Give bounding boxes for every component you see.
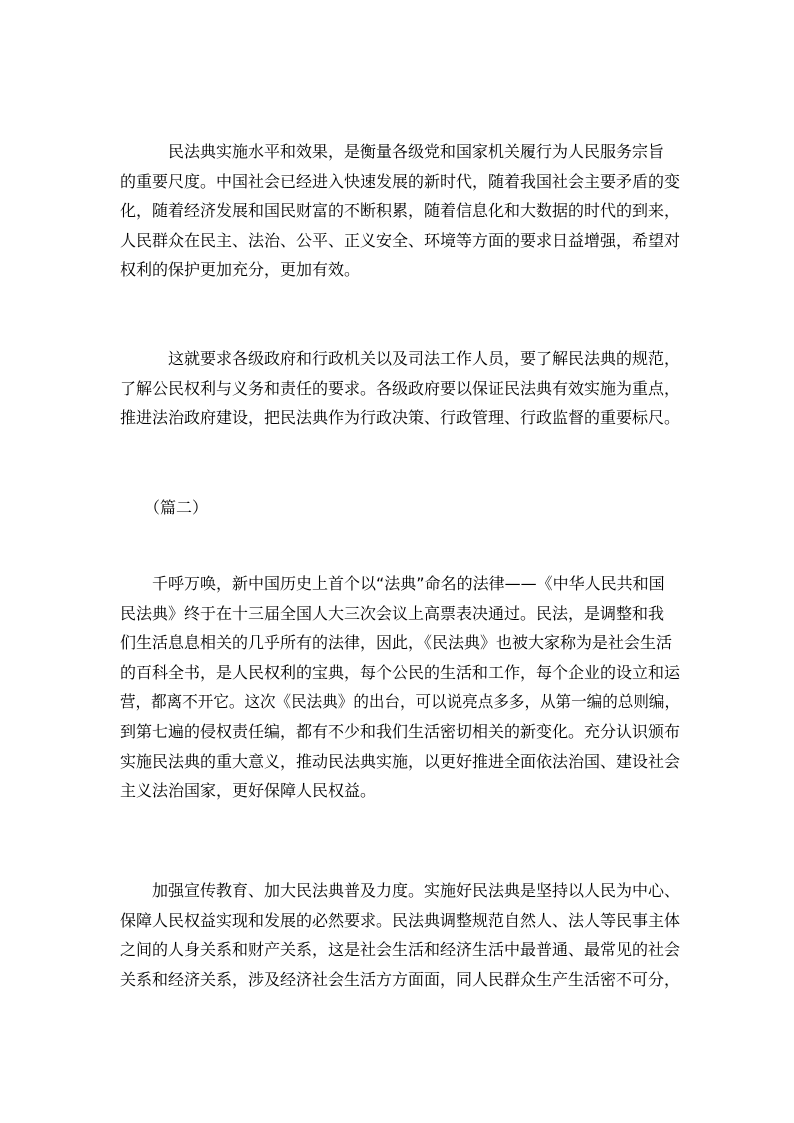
text-line: 推进法治政府建设，把民法典作为行政决策、行政管理、行政监督的重要标尺。 <box>120 408 681 428</box>
text-line: 们生活息息相关的几乎所有的法律，因此，《民法典》也被大家称为是社会生活 <box>120 633 673 653</box>
text-line: 的重要尺度。中国社会已经进入快速发展的新时代，随着我国社会主要矛盾的变 <box>120 171 681 191</box>
section-heading: （篇二） <box>120 498 209 517</box>
text-line: 之间的人身关系和财产关系，这是社会生活和经济生活中最普通、最常见的社会 <box>120 940 681 960</box>
paragraph-civil-code-implementation <box>120 137 680 285</box>
text-line: 千呼万唤，新中国历史上首个以“法典”命名的法律——《中华人民共和国 <box>120 574 665 593</box>
text-line: 这就要求各级政府和行政机关以及司法工作人员，要了解民法典的规范， <box>120 349 681 368</box>
text-line: 的百科全书，是人民权利的宝典，每个公民的生活和工作，每个企业的设立和运 <box>120 662 681 682</box>
paragraph-government-requirements <box>120 344 680 433</box>
text-line: 了解公民权利与义务和责任的要求。各级政府要以保证民法典有效实施为重点， <box>120 378 681 398</box>
section-heading-part-two <box>120 493 680 523</box>
text-line: 加强宣传教育、加大民法典普及力度。实施好民法典是坚持以人民为中心、 <box>120 881 681 900</box>
paragraph-publicity-education <box>120 876 680 994</box>
text-line: 民法典实施水平和效果，是衡量各级党和国家机关履行为人民服务宗旨 <box>120 142 665 161</box>
text-line: 保障人民权益实现和发展的必然要求。民法典调整规范自然人、法人等民事主体 <box>120 910 681 930</box>
text-line: 权利的保护更加充分，更加有效。 <box>120 260 361 280</box>
text-line: 人民群众在民主、法治、公平、正义安全、环境等方面的要求日益增强，希望对 <box>120 230 681 250</box>
text-line: 主义法治国家，更好保障人民权益。 <box>120 781 377 801</box>
text-line: 关系和经济关系，涉及经济社会生活方方面面，同人民群众生产生活密不可分， <box>120 969 681 989</box>
text-line: 民法典》终于在十三届全国人大三次会议上高票表决通过。民法，是调整和我 <box>120 603 665 623</box>
text-line: 营，都离不开它。这次《民法典》的出台，可以说亮点多多，从第一编的总则编， <box>120 692 681 712</box>
text-line: 到第七遍的侵权责任编，都有不少和我们生活密切相关的新变化。充分认识颁布 <box>120 721 681 741</box>
text-line: 实施民法典的重大意义，推动民法典实施，以更好推进全面依法治国、建设社会 <box>120 751 681 771</box>
paragraph-civil-code-passed <box>120 569 680 806</box>
text-line: 化，随着经济发展和国民财富的不断积累，随着信息化和大数据的时代的到来， <box>120 201 681 221</box>
